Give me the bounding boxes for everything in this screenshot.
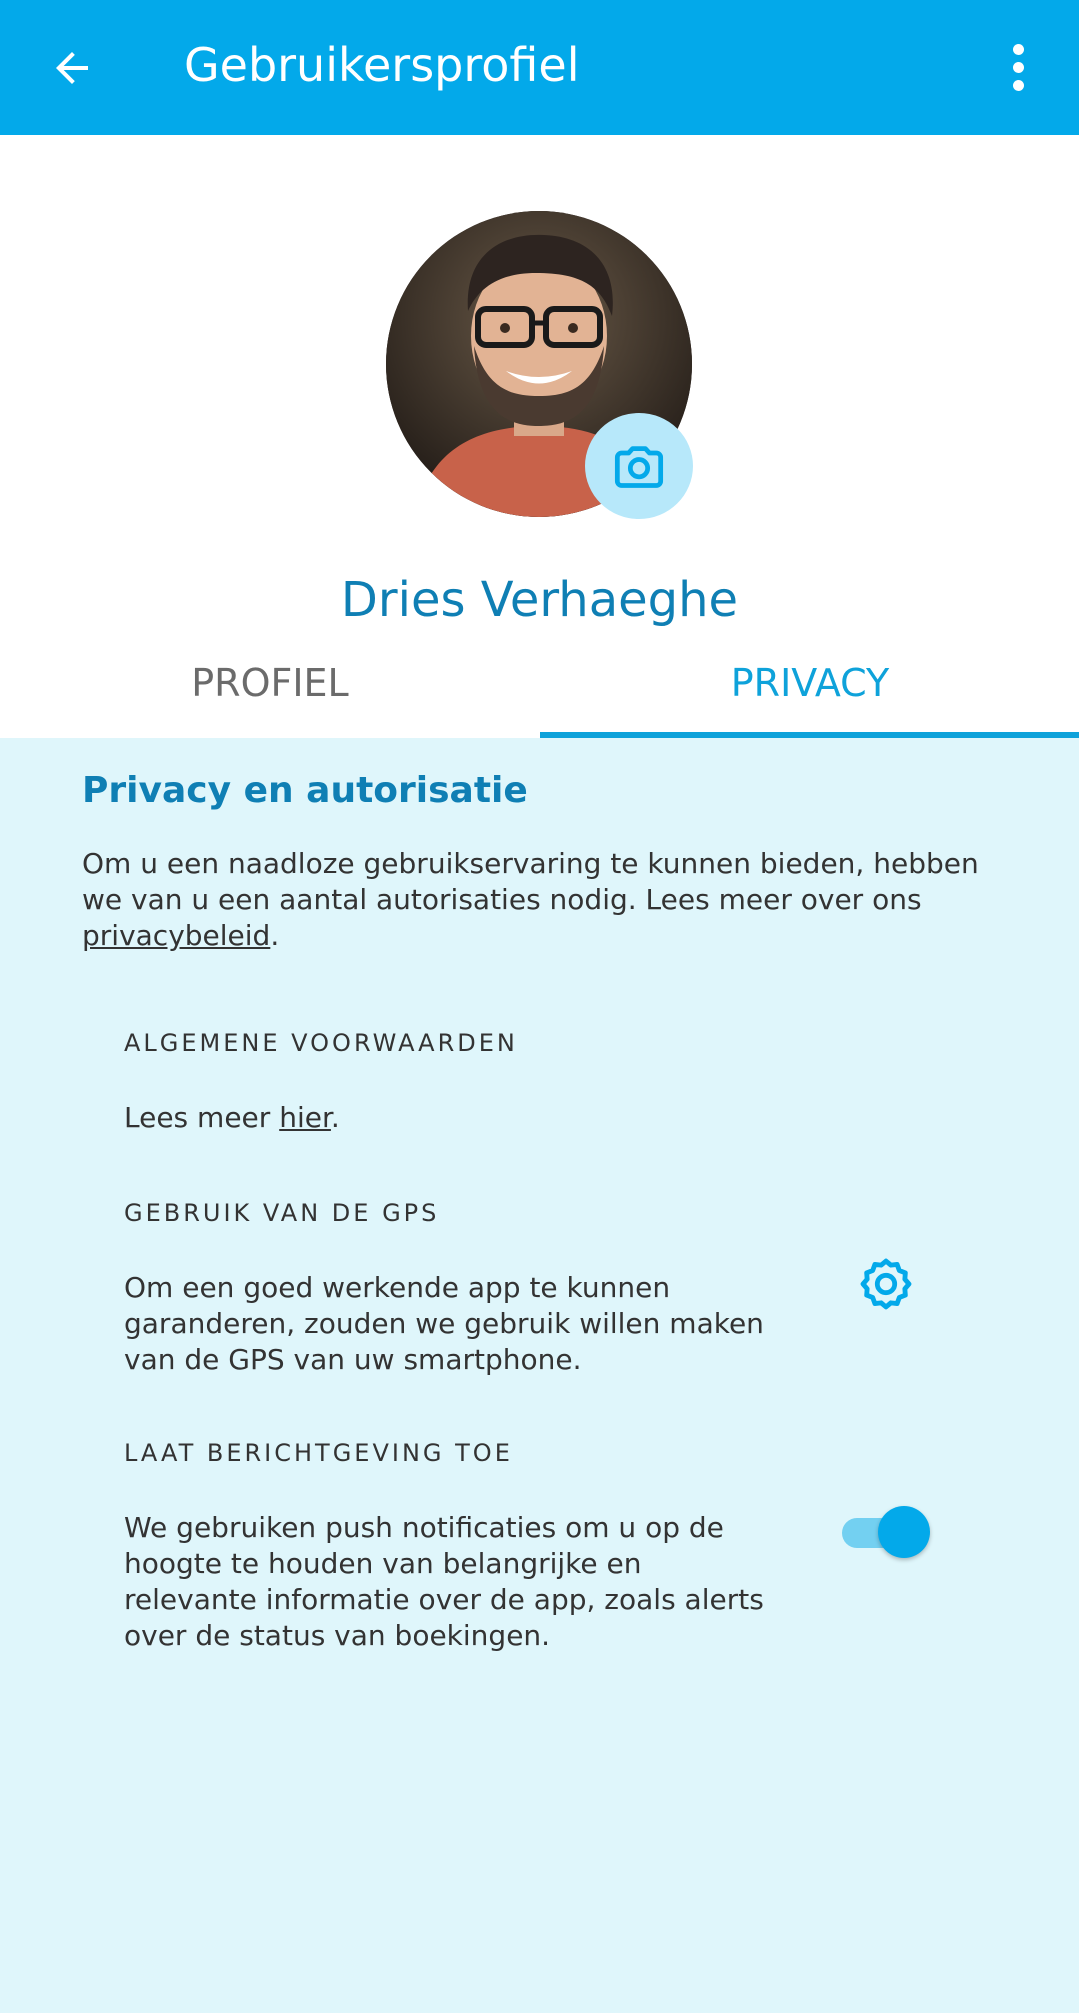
notifications-text: We gebruiken push notificaties om u op de hoogte te houden van belangrijke en relevante informatie over de app, zoals alerts over de status van boekingen. <box>124 1511 764 1652</box>
overflow-menu-button[interactable] <box>1000 34 1036 100</box>
gps-heading: GEBRUIK VAN DE GPS <box>124 1199 440 1227</box>
page-title: Gebruikersprofiel <box>184 38 580 92</box>
terms-link[interactable]: hier <box>279 1101 331 1134</box>
notifications-toggle[interactable] <box>838 1504 934 1560</box>
intro-text: Om u een naadloze gebruikservaring te kunnen bieden, hebben we van u een aantal autorisaties nodig. Lees meer over ons privacybeleid. <box>82 847 979 952</box>
tab-profiel[interactable]: PROFIEL <box>191 661 349 705</box>
gps-text: Om een goed werkende app te kunnen garanderen, zouden we gebruik willen maken van de GPS van uw smartphone. <box>124 1271 764 1376</box>
terms-text: Lees meer hier. <box>124 1101 340 1134</box>
arrow-left-icon <box>48 44 96 92</box>
toggle-thumb <box>878 1506 930 1558</box>
tab-privacy[interactable]: PRIVACY <box>730 661 890 705</box>
gear-icon <box>857 1255 915 1313</box>
more-vertical-icon <box>1013 44 1024 55</box>
back-button[interactable] <box>36 32 108 104</box>
notifications-heading: LAAT BERICHTGEVING TOE <box>124 1439 513 1467</box>
app-bar <box>0 0 1079 135</box>
section-title: Privacy en autorisatie <box>82 770 528 811</box>
gps-settings-button[interactable] <box>854 1252 918 1316</box>
camera-icon <box>613 440 665 492</box>
privacy-policy-link[interactable]: privacybeleid <box>82 919 271 952</box>
terms-heading: ALGEMENE VOORWAARDEN <box>124 1029 518 1057</box>
change-photo-button[interactable] <box>585 413 693 519</box>
user-name: Dries Verhaeghe <box>340 572 739 628</box>
